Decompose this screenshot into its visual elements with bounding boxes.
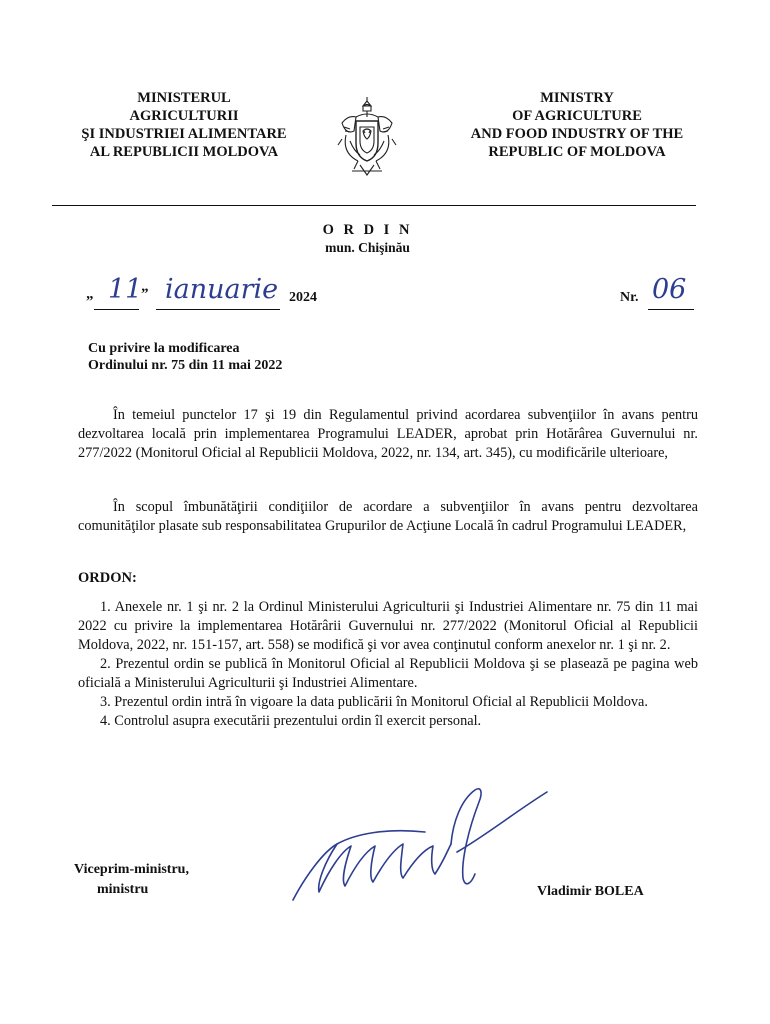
order-subject: Cu privire la modificarea Ordinului nr. 75 din 11 mai 2022 — [88, 341, 283, 373]
number-underline — [648, 309, 694, 310]
order-items-list — [78, 598, 698, 731]
order-item: 2. Prezentul ordin se publică în Monitorul Oficial al Republicii Moldova şi se plasează pe pagina web oficială a Ministerului Agriculturii şi Industriei Alimentare. — [78, 656, 698, 691]
order-item: 3. Prezentul ordin intră în vigoare la data publicării în Monitorul Oficial al Republicii Moldova. — [100, 694, 648, 710]
handwritten-signature-icon — [285, 782, 550, 907]
day-underline — [94, 309, 139, 310]
handwritten-month: ianuarie — [165, 274, 279, 305]
month-underline — [156, 309, 280, 310]
document-city: mun. Chişinău — [325, 240, 410, 255]
handwritten-day: 11 — [108, 274, 143, 305]
ordon-heading: ORDON: — [78, 570, 137, 586]
moldova-coat-of-arms-icon — [332, 95, 402, 181]
signatory-title: Viceprim-ministru, ministru — [74, 862, 189, 897]
purpose-paragraph: În scopul îmbunătăţirii condiţiilor de acordare a subvenţiilor în avans pentru dezvoltarea comunităţilor plasate sub responsabilitatea Grupurilor de Acţiune Locală în cadrul Programului LEADER, — [78, 499, 698, 534]
legal-basis-paragraph: În temeiul punctelor 17 şi 19 din Regulamentul privind acordarea subvenţiilor în avans pentru dezvoltarea locală prin implementarea Programului LEADER, aprobat prin Hotărârea Guvernului nr. 277/2022 (Monitorul Oficial al Republicii Moldova, 2022, nr. 134, art. 345), cu modificările ulterioare, — [78, 407, 698, 461]
close-quote: ” — [141, 286, 149, 302]
handwritten-number: 06 — [652, 274, 687, 305]
open-quote: „ — [86, 286, 94, 302]
signatory-name: Vladimir BOLEA — [537, 884, 644, 899]
header-divider — [52, 205, 696, 206]
document-type: O R D I N — [322, 222, 413, 238]
order-item: 1. Anexele nr. 1 şi nr. 2 la Ordinul Ministerului Agriculturii şi Industriei Alimentare nr. 75 din 11 mai 2022 cu privire la implementarea Hotărârii Guvernului nr. 277/2022 (Monitorul Oficial al Republicii Moldova, 2022, nr. 151-157, art. 558) se modifică şi vor avea conţinutul conform anexelor nr. 1 şi nr. 2. — [78, 599, 698, 653]
ministry-name-romanian: MINISTERUL AGRICULTURII ŞI INDUSTRIEI ALIMENTARE AL REPUBLICII MOLDOVA — [81, 90, 287, 160]
order-item: 4. Controlul asupra executării prezentului ordin îl exercit personal. — [100, 713, 482, 729]
number-label: Nr. — [620, 290, 639, 305]
date-number-row — [86, 276, 726, 316]
document-year: 2024 — [289, 290, 317, 305]
ministry-name-english: MINISTRY OF AGRICULTURE AND FOOD INDUSTRY OF THE REPUBLIC OF MOLDOVA — [470, 90, 684, 160]
